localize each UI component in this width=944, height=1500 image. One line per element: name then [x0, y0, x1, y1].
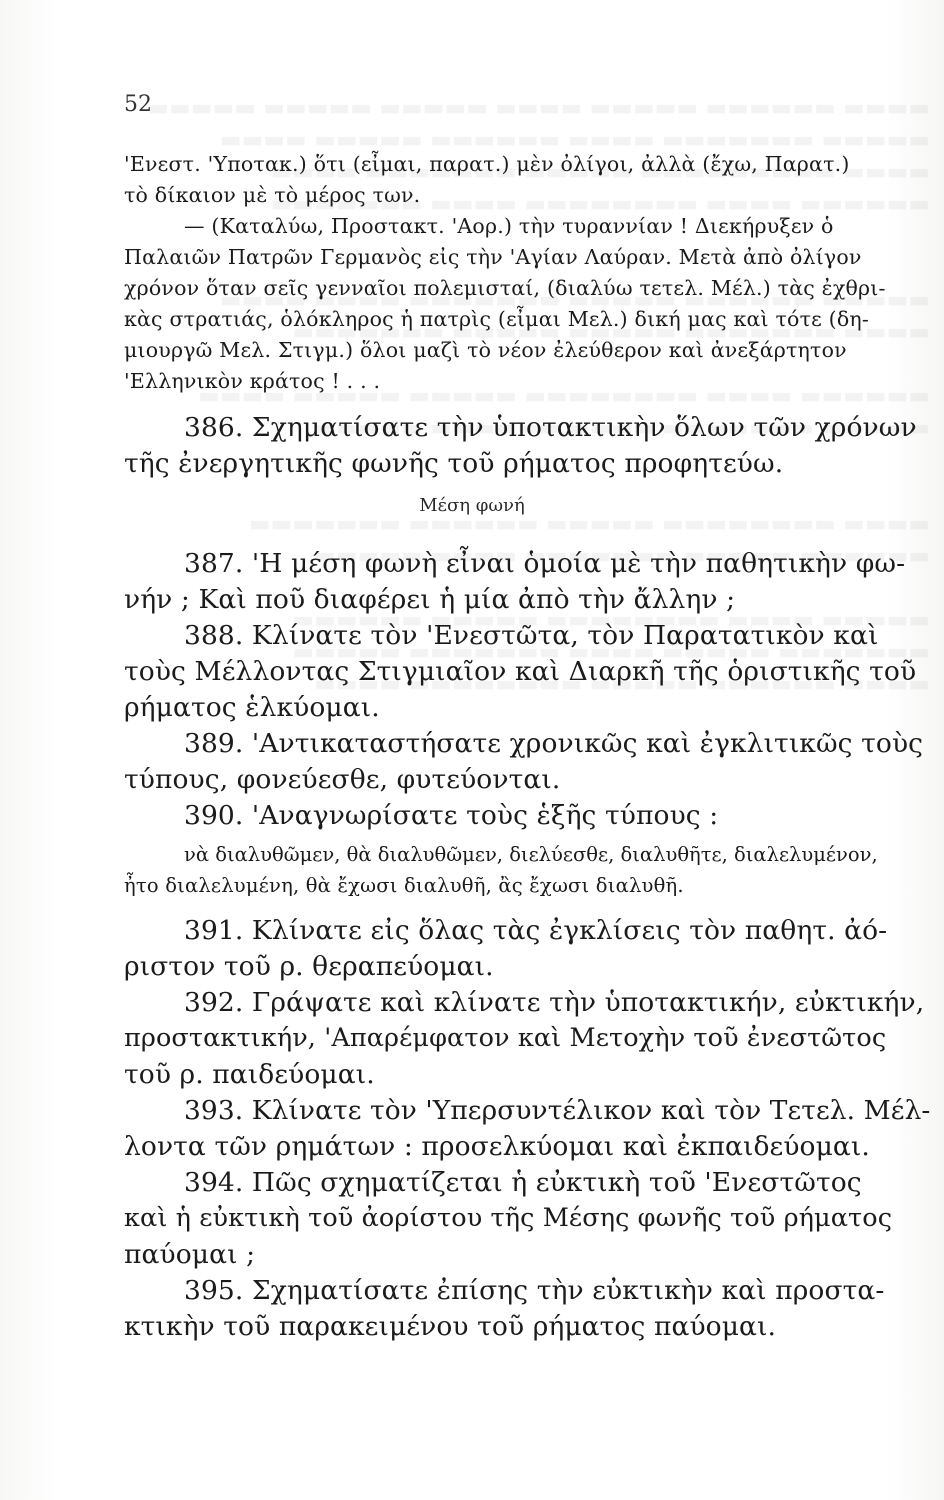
- exercise-388-line: ρήματος ἑλκύομαι.: [124, 692, 380, 723]
- exercise-394-line: 394. Πῶς σχηματίζεται ἡ εὐκτικὴ τοῦ 'Ενεστῶτος: [184, 1167, 862, 1198]
- exercise-389-line: 389. 'Αντικαταστήσατε χρονικῶς καὶ ἐγκλιτικῶς τοὺς: [184, 728, 924, 759]
- exercise-394-line: παύομαι ;: [124, 1239, 256, 1270]
- page-number: 52: [124, 92, 152, 117]
- text-line: 'Ελληνικὸν κράτος ! . . .: [124, 369, 381, 393]
- exercise-388-line: 388. Κλίνατε τὸν 'Ενεστῶτα, τὸν Παρατατικὸν καὶ: [184, 620, 879, 651]
- exercise-392-line: προστακτικήν, 'Απαρέμφατον καὶ Μετοχὴν τοῦ ἐνεστῶτος: [124, 1023, 887, 1053]
- exercise-394-line: καὶ ἡ εὐκτικὴ τοῦ ἀορίστου τῆς Μέσης φωνῆς τοῦ ρήματος: [124, 1203, 893, 1233]
- exercise-386-line: τῆς ἐνεργητικῆς φωνῆς τοῦ ρήματος προφητεύω.: [124, 448, 784, 479]
- exercise-392-line: 392. Γράψατε καὶ κλίνατε τὴν ὑποτακτικήν, εὐκτικήν,: [184, 987, 925, 1018]
- exercise-393-line: λοντα τῶν ρημάτων : προσελκύομαι καὶ ἐκπαιδεύομαι.: [124, 1131, 870, 1162]
- exercise-395-line: 395. Σχηματίσατε ἐπίσης τὴν εὐκτικὴν καὶ προστα-: [184, 1275, 885, 1306]
- text-line: 'Ενεστ. 'Υποτακ.) ὅτι (εἶμαι, παρατ.) μὲν ὀλίγοι, ἀλλὰ (ἔχω, Παρατ.): [124, 152, 850, 176]
- exercise-392-line: τοῦ ρ. παιδεύομαι.: [124, 1059, 375, 1090]
- exercise-387-line: νήν ; Καὶ ποῦ διαφέρει ἡ μία ἀπὸ τὴν ἄλλην ;: [124, 584, 736, 615]
- exercise-389-line: τύπους, φονεύεσθε, φυτεύονται.: [124, 764, 561, 795]
- exercise-390-forms-line: νὰ διαλυθῶμεν, θὰ διαλυθῶμεν, διελύεσθε, διαλυθῆτε, διαλελυμένον,: [184, 843, 878, 866]
- exercise-395-line: κτικὴν τοῦ παρακειμένου τοῦ ρήματος παύομαι.: [124, 1311, 777, 1342]
- text-line: χρόνον ὅταν σεῖς γενναῖοι πολεμισταί, (διαλύω τετελ. Μέλ.) τὰς ἐχθρι-: [124, 276, 886, 300]
- text-line: — (Καταλύω, Προστακτ. 'Αορ.) τὴν τυραννίαν ! Διεκήρυξεν ὁ: [184, 214, 834, 238]
- exercise-386-line: 386. Σχηματίσατε τὴν ὑποτακτικὴν ὅλων τῶν χρόνων: [184, 412, 917, 443]
- text-line: μιουργῶ Μελ. Στιγμ.) ὅλοι μαζὶ τὸ νέον ἐλεύθερον καὶ ἀνεξάρτητον: [124, 338, 847, 362]
- exercise-388-line: τοὺς Μέλλοντας Στιγμιαῖον καὶ Διαρκῆ τῆς ὁριστικῆς τοῦ: [124, 656, 917, 687]
- exercise-387-line: 387. 'Η μέση φωνὴ εἶναι ὁμοία μὲ τὴν παθητικὴν φω-: [184, 548, 906, 579]
- exercise-391-line: 391. Κλίνατε εἰς ὅλας τὰς ἐγκλίσεις τὸν παθητ. ἀό-: [184, 915, 888, 946]
- exercise-391-line: ριστον τοῦ ρ. θεραπεύομαι.: [124, 951, 494, 982]
- exercise-393-line: 393. Κλίνατε τὸν 'Υπερσυντέλικον καὶ τὸν Τετελ. Μέλ-: [184, 1095, 931, 1126]
- exercise-390-forms-line: ἦτο διαλελυμένη, θὰ ἔχωσι διαλυθῆ, ἂς ἔχωσι διαλυθῆ.: [124, 874, 684, 897]
- section-heading: Μέση φωνή: [419, 495, 525, 516]
- text-line: Παλαιῶν Πατρῶν Γερμανὸς εἰς τὴν 'Αγίαν Λαύραν. Μετὰ ἀπὸ ὀλίγον: [124, 245, 862, 269]
- exercise-390-line: 390. 'Αναγνωρίσατε τοὺς ἑξῆς τύπους :: [184, 800, 719, 831]
- text-line: τὸ δίκαιον μὲ τὸ μέρος των.: [124, 183, 421, 207]
- text-line: κὰς στρατιάς, ὁλόκληρος ἡ πατρὶς (εἶμαι Μελ.) δική μας καὶ τότε (δη-: [124, 307, 870, 331]
